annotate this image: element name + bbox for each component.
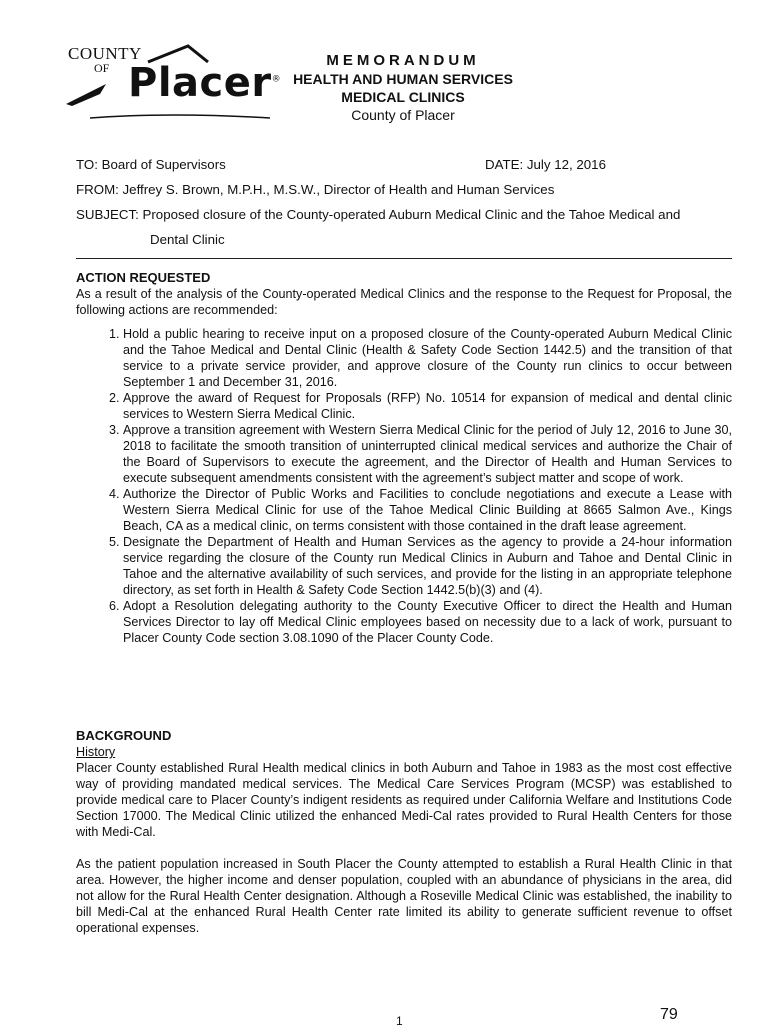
memo-unit: MEDICAL CLINICS [341,89,465,105]
memo-department: HEALTH AND HUMAN SERVICES [293,71,513,87]
history-paragraph-2: As the patient population increased in South Placer the County attempted to establish a Rural Health Clinic in that area. However, the higher income and denser population, coupled with an abundance of physicians in the area, did not allow for the Rural Health Center designation. Although a Roseville Medical Clinic was established, the inability to bill Medi-Cal at the enhanced Rural Health Center rate limited its ability to generate sufficient revenue to offset operational expenses. [76,857,732,935]
history-paragraph-1: Placer County established Rural Health medical clinics in both Auburn and Tahoe in 1983 as the most cost effective way of providing mandated medical services. The Medical Care Services Program (MCSP) was established to provide medical care to Placer County’s indigent residents as required under California Welfare and Institutions Code Section 17000. The Medical Clinic utilized the enhanced Medi-Cal rates provided to Rural Health Centers for those with Medi-Cal. [76,761,732,839]
action-requested-section [76,270,732,646]
memo-from: FROM: Jeffrey S. Brown, M.P.H., M.S.W., Director of Health and Human Services [76,182,555,197]
history-subheading: History [76,745,116,759]
stamped-page-number: 79 [660,1006,678,1023]
memo-subject-continued: Dental Clinic [150,232,225,247]
memo-subject: SUBJECT: Proposed closure of the County-operated Auburn Medical Clinic and the Tahoe Medical and [76,207,681,222]
logo-county-text: COUNTY [68,44,142,63]
memo-title: MEMORANDUM [326,52,480,69]
memo-county: County of Placer [351,107,455,123]
action-item: 3. Approve a transition agreement with Western Sierra Medical Clinic for the period of July 12, 2016 to June 30, 2018 to facilitate the smooth transition of uninterrupted clinical medical services and authorize the Chair of the Board of Supervisors to execute the agreement, and the Director of Health and Human Services to execute subsequent amendments consistent with the agreement’s subject matter and scope of work. [123,422,732,486]
action-item: 5. Designate the Department of Health and Human Services as the agency to provide a 24-hour information service regarding the closure of the County run Medical Clinics in Auburn and Tahoe and Dental Clinic in Tahoe and the alternative availability of such services, and provide for the listing in an appropriate telephone directory, as set forth in Health & Safety Code Section 1442.5(b)(3) and (4). [123,534,732,598]
memo-to: TO: Board of Supervisors [76,157,226,172]
action-heading: ACTION REQUESTED [76,270,211,285]
county-logo [60,42,282,132]
logo-of-text: OF [94,61,110,75]
header-divider [76,258,732,259]
logo-placer-text: Placer® [128,60,282,106]
action-item: 6. Adopt a Resolution delegating authority to the County Executive Officer to direct the Health and Human Services Director to lay off Medical Clinic employees based on necessity due to a lack of work, pursuant to Placer County Code section 3.08.1090 of the Placer County Code. [123,598,732,646]
action-intro: As a result of the analysis of the County-operated Medical Clinics and the response to the Request for Proposal, the following actions are recommended: [76,287,732,317]
memo-header [258,52,548,124]
memo-date: DATE: July 12, 2016 [485,157,606,172]
action-item: 2. Approve the award of Request for Proposals (RFP) No. 10514 for expansion of medical and dental clinic services to Western Sierra Medical Clinic. [123,390,732,422]
action-list [76,326,732,646]
background-section [76,728,732,936]
page-number: 1 [396,1014,403,1028]
background-heading: BACKGROUND [76,728,172,743]
action-item: 1. Hold a public hearing to receive input on a proposed closure of the County-operated Auburn Medical Clinic and the Tahoe Medical and Dental Clinic (Health & Safety Code Section 1442.5) and the transition of that service to a private service provider, and approve closure of the County run clinics to occur between September 1 and December 31, 2016. [123,326,732,390]
action-item: 4. Authorize the Director of Public Works and Facilities to conclude negotiations and execute a Lease with Western Sierra Medical Clinic for use of the Tahoe Medical Clinic Building at 8665 Salmon Ave., Kings Beach, CA as a medical clinic, on terms consistent with those contained in the draft lease agreement. [123,486,732,534]
